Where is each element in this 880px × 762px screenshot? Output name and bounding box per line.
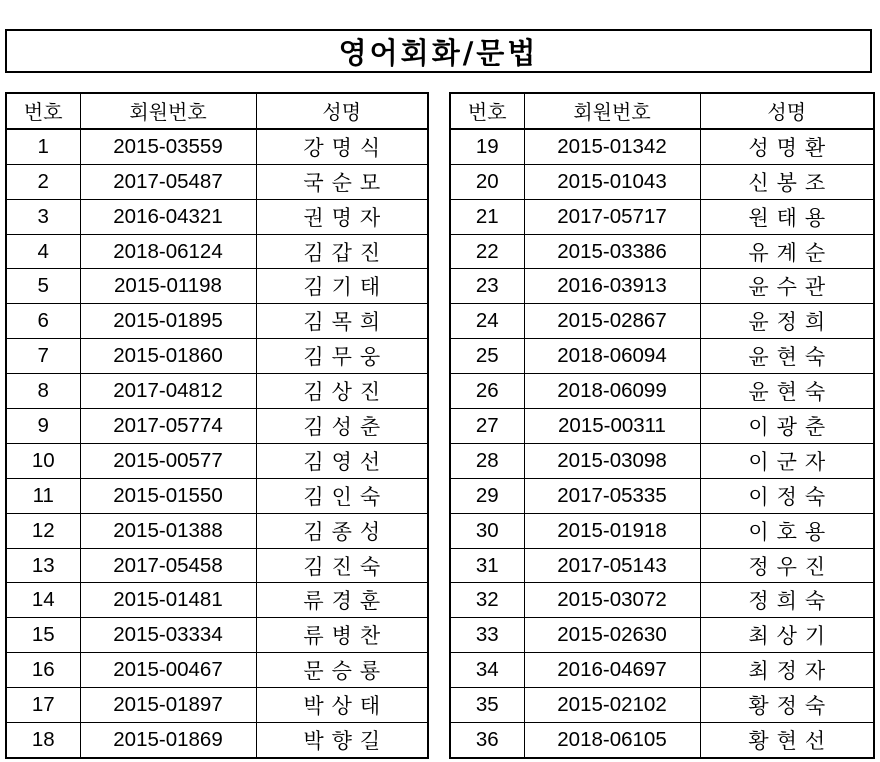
roster-table-left (5, 92, 429, 759)
member-id: 2015-03072 (524, 583, 700, 618)
member-name: 김무웅 (256, 339, 428, 374)
member-id: 2015-01895 (80, 304, 256, 339)
table-row (6, 269, 428, 304)
member-name: 최상기 (700, 618, 874, 653)
table-row (450, 688, 874, 723)
row-number: 25 (450, 339, 524, 374)
row-number: 31 (450, 548, 524, 583)
member-name: 김상진 (256, 374, 428, 409)
member-name: 류병찬 (256, 618, 428, 653)
member-id: 2018-06124 (80, 234, 256, 269)
table-row (450, 653, 874, 688)
member-id: 2015-01388 (80, 513, 256, 548)
member-id: 2017-04812 (80, 374, 256, 409)
member-id: 2015-01043 (524, 164, 700, 199)
member-name: 김종성 (256, 513, 428, 548)
table-row (450, 513, 874, 548)
member-id: 2015-01481 (80, 583, 256, 618)
table-row (6, 129, 428, 164)
member-name: 윤현숙 (700, 339, 874, 374)
member-id: 2015-01897 (80, 688, 256, 723)
row-number: 21 (450, 199, 524, 234)
row-number: 29 (450, 478, 524, 513)
row-number: 8 (6, 374, 80, 409)
row-number: 9 (6, 409, 80, 444)
row-number: 24 (450, 304, 524, 339)
member-id: 2015-01869 (80, 723, 256, 758)
table-row (6, 304, 428, 339)
table-row (450, 618, 874, 653)
header-row (450, 93, 874, 129)
member-id: 2017-05143 (524, 548, 700, 583)
member-name: 황현선 (700, 723, 874, 758)
member-name: 국순모 (256, 164, 428, 199)
member-name: 윤정희 (700, 304, 874, 339)
row-number: 12 (6, 513, 80, 548)
row-number: 22 (450, 234, 524, 269)
member-id: 2015-03386 (524, 234, 700, 269)
table-row (6, 723, 428, 758)
member-name: 박상태 (256, 688, 428, 723)
header-number: 번호 (450, 93, 524, 129)
table-row (6, 548, 428, 583)
row-number: 10 (6, 443, 80, 478)
row-number: 7 (6, 339, 80, 374)
header-number: 번호 (6, 93, 80, 129)
row-number: 26 (450, 374, 524, 409)
table-row (450, 339, 874, 374)
row-number: 20 (450, 164, 524, 199)
header-member-id: 회원번호 (80, 93, 256, 129)
row-number: 4 (6, 234, 80, 269)
member-id: 2015-00311 (524, 409, 700, 444)
member-id: 2017-05458 (80, 548, 256, 583)
member-name: 윤수관 (700, 269, 874, 304)
member-id: 2017-05335 (524, 478, 700, 513)
header-row (6, 93, 428, 129)
table-row (450, 269, 874, 304)
member-id: 2015-02102 (524, 688, 700, 723)
row-number: 30 (450, 513, 524, 548)
row-number: 13 (6, 548, 80, 583)
roster-table-right (449, 92, 875, 759)
row-number: 35 (450, 688, 524, 723)
member-id: 2015-00467 (80, 653, 256, 688)
member-name: 김기태 (256, 269, 428, 304)
member-name: 최정자 (700, 653, 874, 688)
row-number: 5 (6, 269, 80, 304)
member-id: 2015-01342 (524, 129, 700, 164)
member-name: 황정숙 (700, 688, 874, 723)
table-row (6, 618, 428, 653)
member-name: 신봉조 (700, 164, 874, 199)
member-id: 2017-05717 (524, 199, 700, 234)
table-row (450, 304, 874, 339)
member-name: 이호용 (700, 513, 874, 548)
member-name: 문승룡 (256, 653, 428, 688)
row-number: 15 (6, 618, 80, 653)
row-number: 33 (450, 618, 524, 653)
table-row (6, 583, 428, 618)
member-name: 유계순 (700, 234, 874, 269)
member-name: 강명식 (256, 129, 428, 164)
page-title: 영어회화/문법 (5, 29, 872, 73)
table-row (6, 234, 428, 269)
member-id: 2016-03913 (524, 269, 700, 304)
row-number: 2 (6, 164, 80, 199)
table-row (450, 478, 874, 513)
member-id: 2018-06099 (524, 374, 700, 409)
member-name: 박향길 (256, 723, 428, 758)
member-id: 2015-01918 (524, 513, 700, 548)
table-row (6, 478, 428, 513)
member-id: 2015-01550 (80, 478, 256, 513)
table-row (450, 443, 874, 478)
row-number: 1 (6, 129, 80, 164)
row-number: 36 (450, 723, 524, 758)
member-id: 2015-00577 (80, 443, 256, 478)
table-row (450, 548, 874, 583)
member-name: 김인숙 (256, 478, 428, 513)
row-number: 11 (6, 478, 80, 513)
member-name: 김성춘 (256, 409, 428, 444)
member-id: 2015-03559 (80, 129, 256, 164)
table-row (6, 513, 428, 548)
member-name: 이광춘 (700, 409, 874, 444)
row-number: 32 (450, 583, 524, 618)
header-name: 성명 (700, 93, 874, 129)
member-name: 성명환 (700, 129, 874, 164)
member-name: 권명자 (256, 199, 428, 234)
member-id: 2015-01198 (80, 269, 256, 304)
member-id: 2015-01860 (80, 339, 256, 374)
row-number: 14 (6, 583, 80, 618)
member-id: 2017-05487 (80, 164, 256, 199)
table-row (6, 653, 428, 688)
member-name: 정희숙 (700, 583, 874, 618)
table-row (450, 199, 874, 234)
member-name: 김목희 (256, 304, 428, 339)
member-id: 2018-06094 (524, 339, 700, 374)
table-row (450, 583, 874, 618)
member-name: 김영선 (256, 443, 428, 478)
member-name: 윤현숙 (700, 374, 874, 409)
row-number: 3 (6, 199, 80, 234)
table-row (6, 409, 428, 444)
member-id: 2015-03098 (524, 443, 700, 478)
row-number: 6 (6, 304, 80, 339)
member-id: 2017-05774 (80, 409, 256, 444)
table-row (450, 723, 874, 758)
member-name: 이정숙 (700, 478, 874, 513)
row-number: 27 (450, 409, 524, 444)
table-row (6, 339, 428, 374)
member-id: 2018-06105 (524, 723, 700, 758)
row-number: 34 (450, 653, 524, 688)
row-number: 18 (6, 723, 80, 758)
member-id: 2015-02867 (524, 304, 700, 339)
row-number: 28 (450, 443, 524, 478)
table-row (6, 164, 428, 199)
table-row (450, 234, 874, 269)
table-row (6, 688, 428, 723)
table-row (6, 443, 428, 478)
member-name: 김진숙 (256, 548, 428, 583)
member-id: 2016-04321 (80, 199, 256, 234)
table-row (450, 409, 874, 444)
member-name: 정우진 (700, 548, 874, 583)
member-id: 2016-04697 (524, 653, 700, 688)
table-row (450, 164, 874, 199)
table-row (6, 374, 428, 409)
member-name: 김갑진 (256, 234, 428, 269)
row-number: 17 (6, 688, 80, 723)
member-id: 2015-03334 (80, 618, 256, 653)
member-name: 류경훈 (256, 583, 428, 618)
member-name: 원태용 (700, 199, 874, 234)
header-name: 성명 (256, 93, 428, 129)
row-number: 23 (450, 269, 524, 304)
table-row (450, 129, 874, 164)
header-member-id: 회원번호 (524, 93, 700, 129)
member-name: 이군자 (700, 443, 874, 478)
row-number: 19 (450, 129, 524, 164)
member-id: 2015-02630 (524, 618, 700, 653)
row-number: 16 (6, 653, 80, 688)
table-row (6, 199, 428, 234)
table-row (450, 374, 874, 409)
